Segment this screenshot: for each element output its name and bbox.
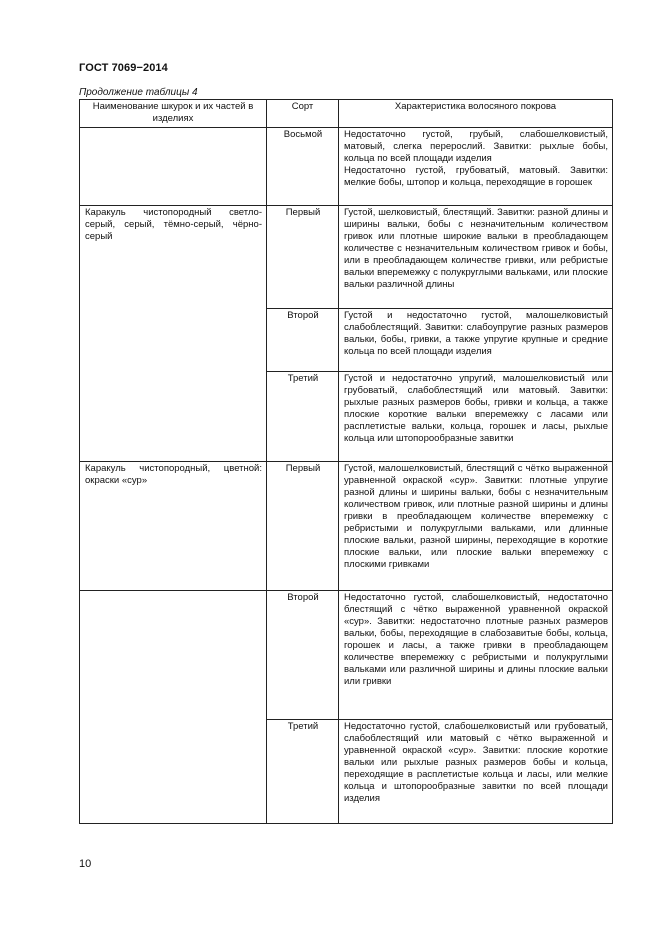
grade-cell: Третий [267,720,339,824]
description-cell [339,309,613,372]
description-cell [339,128,613,206]
table-row [80,206,613,309]
grade-cell: Первый [267,206,339,309]
description-text: Недостаточно густой, грубый, слабошелковистый, матовый, слегка перерослий. Завитки: рыхлые бобы, кольца по всей площади изделия [344,129,608,164]
name-cell [80,462,267,591]
fur-characteristics-table [79,99,613,824]
name-cell: Каракуль чистопородный светло-серый, серый, тёмно-серый, чёрно-серый [80,206,267,462]
description-text: Густой и недостаточно упругий, малошелковистый или грубоватый, слабоблестящий или матовый. Завитки: рыхлые разных размеров бобы, гривки и кольца, а также плоские короткие вальки вперемежку с ласами или расплетистые вальки, кольца, горошек и ласы, рыхлые кольца или штопорообразные завитки [344,373,608,444]
name-cell [80,128,267,206]
description-text: Густой, малошелковистый, блестящий с чётко выраженной уравненной окраской «сур». Завитки: плотные упругие разной длины и ширины вальки, бобы с незначительным количеством гривок, или плотные разной ширины и длины гривки в преобладающем количестве вперемежку с ребристыми и полукруглыми вальками, или длинные плоские вальки, разной ширины, переходящие в короткие плоские вальки, или плоские вальки вперемежку с плоскими гривками [344,463,608,570]
page-number: 10 [79,858,92,870]
description-text: Недостаточно густой, грубоватый, матовый. Завитки: мелкие бобы, штопор и кольца, переходящие в горошек [344,165,608,188]
description-cell [339,720,613,824]
description-text: Густой, шелковистый, блестящий. Завитки: разной длины и ширины вальки, бобы с незначительным количеством гривок или плотные широкие вальки в преобладающем количестве с незначительным количеством гривок и бобы, или в преобладающем количестве гривки, или ребристые вальки вперемежку с полукруглыми вальками, или плоские вальки различной длины [344,207,608,290]
description-cell [339,591,613,720]
column-header-description: Характеристика волосяного покрова [339,100,613,128]
description-cell [339,372,613,462]
grade-cell: Первый [267,462,339,591]
grade-cell: Восьмой [267,128,339,206]
table-header-row [80,100,613,128]
column-header-name: Наименование шкурок и их частей в изделиях [80,100,267,128]
document-header: ГОСТ 7069−2014 [79,62,168,74]
description-cell [339,206,613,309]
description-text: Густой и недостаточно густой, малошелковистый слабоблестящий. Завитки: слабоупругие разных размеров вальки, бобы, гривки, а также упругие крупные и средние кольца по всей площади изделия [344,310,608,357]
column-header-grade: Сорт [267,100,339,128]
description-text: Недостаточно густой, слабошелковистый, недостаточно блестящий с чётко выраженной уравненной окраской «сур». Завитки: недостаточно плотные разных размеров вальки, бобы, переходящие в слабозавитые бобы, кольца, горошек и ласы, а также гривки в преобладающем количестве вперемежку с ребристыми и полукруглыми вальками или различной ширины и длины плоские вальки или гривки [344,592,608,687]
description-text: Недостаточно густой, слабошелковистый или грубоватый, слабоблестящий или матовый с чётко выраженной и уравненной окраской «сур». Завитки: плоские короткие вальки или рыхлые разных размеров бобы и кольца, переходящие в расплетистые кольца и ласы, или мелкие кольца и штопорообразные завитки по всей площади изделия [344,721,608,804]
grade-cell: Третий [267,372,339,462]
grade-cell: Второй [267,309,339,372]
table-row [80,128,613,206]
grade-cell: Второй [267,591,339,720]
table-row [80,591,613,720]
name-line: окраски «сур» [85,475,148,486]
table-caption: Продолжение таблицы 4 [79,87,198,98]
description-cell [339,462,613,591]
name-cell [80,591,267,824]
table-row [80,462,613,591]
name-line: Каракуль чистопородный, цветной: [85,463,262,474]
